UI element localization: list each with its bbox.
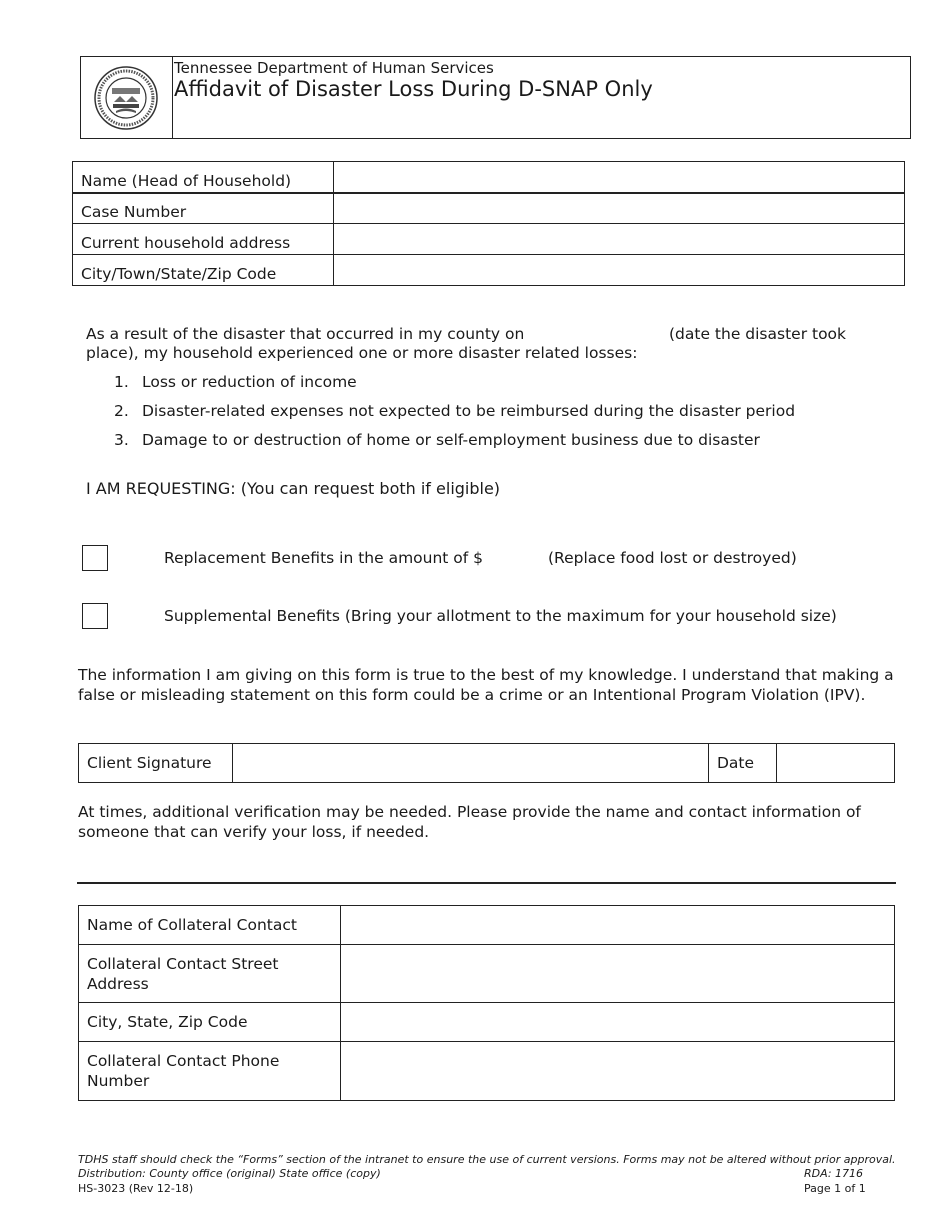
collateral-name-field[interactable] bbox=[341, 906, 895, 945]
table-row bbox=[79, 1042, 895, 1101]
date-label: Date bbox=[709, 744, 777, 783]
collateral-address-label: Collateral Contact Street Address bbox=[79, 945, 341, 1003]
collateral-name-label: Name of Collateral Contact bbox=[79, 906, 341, 945]
table-row bbox=[73, 255, 905, 286]
distribution-note: Distribution: County office (original) State office (copy) bbox=[78, 1167, 381, 1180]
case-number-label: Case Number bbox=[73, 193, 334, 224]
tennessee-seal-icon bbox=[94, 66, 158, 130]
supplemental-benefits-label: Supplemental Benefits (Bring your allotment to the maximum for your household size) bbox=[164, 607, 837, 625]
name-field[interactable] bbox=[334, 162, 905, 193]
table-row bbox=[73, 224, 905, 255]
request-heading: I AM REQUESTING: (You can request both if eligible) bbox=[86, 479, 501, 498]
household-info-table bbox=[72, 161, 905, 286]
list-text: Disaster-related expenses not expected to be reimbursed during the disaster period bbox=[142, 402, 796, 420]
state-seal-cell bbox=[81, 57, 173, 138]
case-number-field[interactable] bbox=[334, 193, 905, 224]
list-text: Loss or reduction of income bbox=[142, 373, 357, 391]
rda-number: RDA: 1716 bbox=[804, 1167, 864, 1180]
statement-line-2: place), my household experienced one or more disaster related losses: bbox=[86, 344, 638, 362]
list-text: Damage to or destruction of home or self-employment business due to disaster bbox=[142, 431, 760, 449]
address-field[interactable] bbox=[334, 224, 905, 255]
section-divider bbox=[77, 882, 896, 884]
agency-name: Tennessee Department of Human Services bbox=[174, 59, 494, 77]
replacement-amount-field[interactable] bbox=[476, 565, 540, 566]
table-row bbox=[79, 1003, 895, 1042]
verification-line-2: someone that can verify your loss, if needed. bbox=[78, 823, 430, 841]
certification-line-1: The information I am giving on this form is true to the best of my knowledge. I understand that making a bbox=[78, 666, 894, 684]
list-number: 3. bbox=[114, 431, 129, 449]
city-state-zip-label: City/Town/State/Zip Code bbox=[73, 255, 334, 286]
name-label: Name (Head of Household) bbox=[73, 162, 334, 193]
date-field[interactable] bbox=[777, 744, 895, 783]
collateral-city-state-zip-label: City, State, Zip Code bbox=[79, 1003, 341, 1042]
collateral-contact-table bbox=[78, 905, 895, 1101]
replacement-benefits-label: Replacement Benefits in the amount of $ bbox=[164, 549, 484, 567]
list-item bbox=[114, 402, 795, 420]
form-id: HS-3023 (Rev 12-18) bbox=[78, 1182, 194, 1195]
certification-line-2: false or misleading statement on this form could be a crime or an Intentional Program Violation (IPV). bbox=[78, 686, 866, 704]
list-number: 1. bbox=[114, 373, 129, 391]
address-label: Current household address bbox=[73, 224, 334, 255]
table-row bbox=[73, 193, 905, 224]
client-signature-label: Client Signature bbox=[79, 744, 233, 783]
staff-note: TDHS staff should check the “Forms” section of the intranet to ensure the use of current versions. Forms may not be altered without prior approval. bbox=[78, 1153, 896, 1166]
table-row bbox=[79, 744, 895, 783]
table-row bbox=[73, 162, 905, 193]
list-number: 2. bbox=[114, 402, 129, 420]
form-header bbox=[80, 56, 911, 139]
client-signature-field[interactable] bbox=[233, 744, 709, 783]
statement-line-1b: (date the disaster took bbox=[669, 325, 847, 343]
signature-table bbox=[78, 743, 895, 783]
collateral-city-state-zip-field[interactable] bbox=[341, 1003, 895, 1042]
replacement-benefits-note: (Replace food lost or destroyed) bbox=[548, 549, 797, 567]
list-item bbox=[114, 373, 357, 391]
supplemental-benefits-checkbox[interactable] bbox=[82, 603, 108, 629]
table-row bbox=[79, 906, 895, 945]
page-number: Page 1 of 1 bbox=[804, 1182, 866, 1195]
city-state-zip-field[interactable] bbox=[334, 255, 905, 286]
collateral-phone-field[interactable] bbox=[341, 1042, 895, 1101]
table-row bbox=[79, 945, 895, 1003]
collateral-phone-label: Collateral Contact Phone Number bbox=[79, 1042, 341, 1101]
list-item bbox=[114, 431, 760, 449]
statement-line-1a: As a result of the disaster that occurred in my county on bbox=[86, 325, 525, 343]
verification-line-1: At times, additional verification may be needed. Please provide the name and contact information of bbox=[78, 803, 861, 821]
page-title: Affidavit of Disaster Loss During D-SNAP Only bbox=[174, 77, 653, 101]
disaster-date-field[interactable] bbox=[510, 341, 660, 342]
collateral-address-field[interactable] bbox=[341, 945, 895, 1003]
replacement-benefits-checkbox[interactable] bbox=[82, 545, 108, 571]
